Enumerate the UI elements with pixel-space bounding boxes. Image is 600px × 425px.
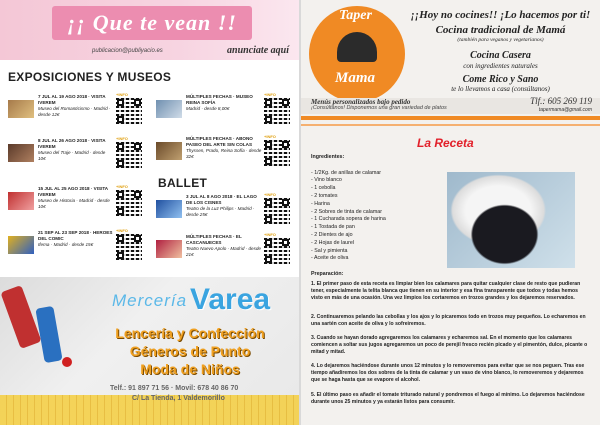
ad-phones[interactable]: Telf.: 91 897 71 56 · Movil: 678 40 86 70 (110, 385, 239, 392)
ad-line: Lencería y Confección (115, 325, 265, 341)
brand-big: Varea (190, 283, 271, 316)
event-thumbnail (8, 192, 34, 210)
ingredient: - Sal y pimienta (311, 247, 348, 254)
info-label: +INFO (116, 92, 128, 97)
event-venue: Thyssen, Prado, Reina Sofía · desde 32€ (186, 148, 262, 159)
qr-code-icon[interactable] (116, 142, 142, 168)
info-strip (301, 98, 600, 114)
info-label: +INFO (264, 192, 276, 197)
event-title: MÚLTIPLES FECHAS · MUSEO REINA SOFÍA (186, 94, 253, 105)
orange-divider (301, 124, 600, 126)
qr-code-icon[interactable] (116, 190, 142, 216)
ingredients-list (311, 154, 386, 279)
info-label: +INFO (264, 92, 276, 97)
info-label: +INFO (116, 184, 128, 189)
strip-note: ¡Consúltanos! Disponemos una gran variedad de platos (311, 105, 447, 111)
thread-spool-icon (35, 306, 62, 363)
event-title: 7 JUL AL 19 AGO 2018 · VISITA IVEREM (38, 94, 106, 105)
event-item[interactable] (156, 94, 296, 132)
line-rico: Come Rico y Sano (462, 74, 539, 85)
recipe-title: La Receta (417, 136, 474, 150)
right-page (301, 0, 600, 425)
event-thumbnail (8, 236, 34, 254)
event-venue: Museo de Historia · Madrid · desde 10€ (38, 198, 110, 209)
info-label: +INFO (116, 228, 128, 233)
event-venue: Museo del Romanticismo · Madrid · desde 12€ (38, 106, 111, 117)
ad-address: C/ La Tienda, 1 Valdemorillo (132, 395, 225, 402)
event-item[interactable] (156, 234, 296, 272)
ingredient: - Vino blanco (311, 177, 342, 184)
merceria-ad (0, 277, 299, 425)
prep-step: 3. Cuando se hayan dorado agregaremos los calamares y echaremos sal. En el momento que los calamares comiencen a soltar sus jugos agregaremos un poco de perejil fresco recién picado y el pimentón, dulce, picante o mitad y mitad. (311, 335, 588, 355)
qr-code-icon[interactable] (264, 140, 290, 166)
prep-step: 5. El último paso es añadir el tomate triturado natural y pondremos el fuego al mínimo. Lo dejaremos haciéndose durante unos 25 minutos y ya estarán listos para consumir. (311, 392, 585, 405)
email[interactable]: tapermama@gmail.com (538, 107, 592, 113)
brand-small: Mercería (112, 291, 188, 310)
preparation-label: Preparación: (311, 270, 344, 277)
event-item[interactable] (8, 186, 148, 224)
orange-divider (301, 116, 600, 120)
button-icon (62, 357, 72, 367)
section-title-ballet: BALLET (158, 176, 208, 190)
event-thumbnail (156, 240, 182, 258)
event-venue: Teatro de la Luz Philips · Madrid · desde 25€ (186, 206, 255, 217)
event-thumbnail (8, 144, 34, 162)
logo-text-bottom: Mama (335, 70, 376, 86)
event-item[interactable] (8, 230, 148, 268)
ingredient: - 2 Sobres de tinta de calamar (311, 208, 382, 215)
thread-spool-icon (0, 285, 41, 349)
event-title: MÚLTIPLES FECHAS · ABONO PASEO DEL ARTE SIN COLAS (186, 136, 253, 147)
ingredient: - 1 cebolla (311, 185, 336, 192)
subhead: Cocina tradicional de Mamá (435, 24, 566, 36)
headline: ¡¡Hoy no cocines!! ¡Lo hacemos por ti! (410, 9, 591, 21)
ingredient: - 2 tomates (311, 192, 338, 199)
event-thumbnail (156, 100, 182, 118)
ad-banner (0, 0, 299, 60)
ad-line: Géneros de Punto (129, 343, 251, 359)
phone[interactable]: Tlf.: 605 269 119 (530, 96, 592, 106)
event-venue: Museo del Traje · Madrid · desde 10€ (38, 150, 106, 161)
info-label: +INFO (116, 136, 128, 141)
ingredient: - 1 Cucharada sopera de harina (311, 216, 386, 223)
event-title: 8 JUL AL 26 AGO 2018 · VISITA IVEREM (38, 138, 106, 149)
cloche-icon (337, 32, 377, 62)
ingredient: - 2 Hojas de laurel (311, 239, 354, 246)
ingredients-label: Ingredientes: (311, 154, 345, 160)
line-casera: Cocina Casera (470, 50, 531, 61)
event-title: 21 SEP AL 23 SEP 2018 · HEROES DEL COMIC (38, 230, 113, 241)
subhead-note: (también para veganos y vegetarianos) (457, 37, 544, 43)
event-item[interactable] (8, 138, 148, 176)
left-page (0, 0, 299, 425)
qr-code-icon[interactable] (116, 98, 142, 124)
tapermama-logo (309, 6, 405, 102)
event-venue: Madrid · desde 8,00€ (186, 106, 230, 111)
prep-step: 2. Continuaremos pelando las cebollas y los ajos y lo picaremos todo en trozos muy pequeños. Lo echaremos en una sartén con aceite de oliva y lo sofreiremos. (311, 314, 586, 327)
event-item[interactable] (156, 194, 296, 232)
event-item[interactable] (8, 94, 148, 132)
event-thumbnail (8, 100, 34, 118)
line-rico-note: te lo llevamos a casa (consúltanos) (451, 85, 550, 93)
event-thumbnail (156, 142, 182, 160)
prep-step: 4. Lo dejaremos haciéndose durante unos 12 minutos y lo removeremos para evitar que se nos peguen. Tras ese tiempo añadiremos los dos sobres de la tinta de calamar y un vaso de vino blanco, lo removeremos y dejaremos que se haga hasta que se evapore el alcohol. (311, 363, 585, 383)
ingredient: - 1 Tostada de pan (311, 224, 355, 231)
event-venue: Ifema · Madrid · desde 15€ (38, 242, 94, 247)
banner-email[interactable]: publicacion@publiyacio.es (92, 48, 163, 54)
qr-code-icon[interactable] (264, 238, 290, 264)
ingredient: - Harina (311, 200, 330, 207)
ingredient: - 1/2Kg. de anillas de calamar (311, 169, 382, 176)
prep-step: 1. El primer paso de esta receta es limpiar bien los calamares para quitar cualquier clase de resto que pudieran tener, especialmente la telita blanca que tienen en su interior y esa fina transparente que todos y todas hemos visto en más de una ocasión. Una vez limpios los cortaremos en trozos grandes y los dejaremos reservados. (311, 281, 581, 301)
info-label: +INFO (264, 232, 276, 237)
event-item[interactable] (156, 136, 296, 174)
section-title-exhibitions: EXPOSICIONES Y MUSEOS (8, 70, 172, 84)
logo-text-top: Taper (339, 8, 372, 23)
ad-line: Moda de Niños (140, 361, 240, 377)
ingredient: - 2 Dientes de ajo (311, 231, 353, 238)
banner-title: ¡¡ Que te vean !! (52, 6, 252, 40)
qr-code-icon[interactable] (116, 234, 142, 260)
event-venue: Teatro Nuevo Apolo · Madrid · desde 21€ (186, 246, 261, 257)
qr-code-icon[interactable] (264, 198, 290, 224)
event-thumbnail (156, 200, 182, 218)
line-casera-note: con ingredientes naturales (463, 62, 538, 70)
event-title: 3 JUL AL 8 AGO 2018 · EL LAGO DE LOS CISNES (186, 194, 257, 205)
info-label: +INFO (264, 134, 276, 139)
ingredient: - Aceite de oliva (311, 255, 349, 262)
qr-code-icon[interactable] (264, 98, 290, 124)
strip-title: Menús personalizados bajo pedido (311, 98, 411, 106)
event-title: 15 JUL AL 25 AGO 2018 · VISITA IVEREM (38, 186, 108, 197)
dish-photo (447, 172, 575, 268)
banner-cta: anunciate aquí (227, 45, 289, 56)
event-title: MÚLTIPLES FECHAS · EL CASCANUECES (186, 234, 242, 245)
